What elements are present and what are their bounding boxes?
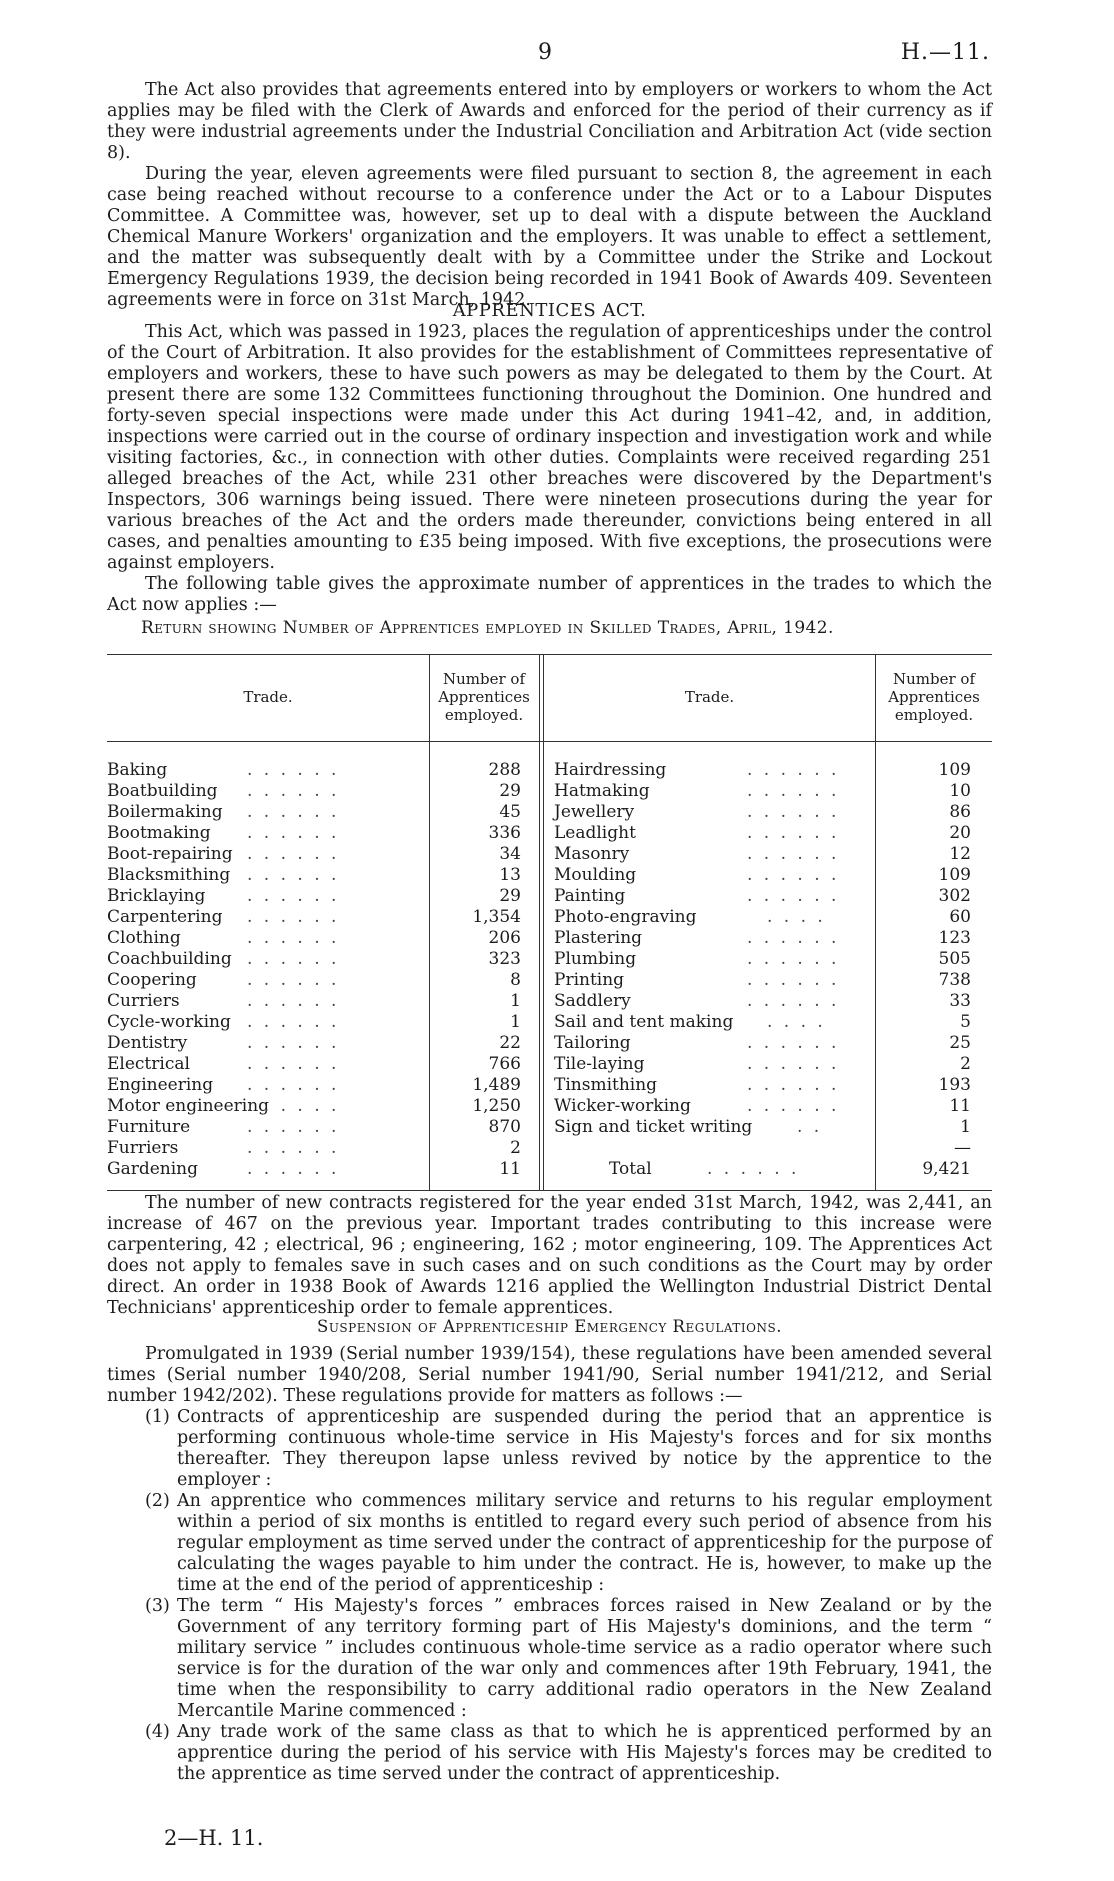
list-item <box>107 1491 992 1596</box>
trade-name: Furniture <box>107 1117 191 1137</box>
apprentice-count: 1,250 <box>472 1096 521 1116</box>
apprentice-count: 11 <box>499 1159 521 1179</box>
trade-name: Carpentering <box>107 907 223 927</box>
apprentice-count: 1,489 <box>472 1075 521 1095</box>
table-row <box>107 949 992 970</box>
leader-dots: . . . . . . <box>747 991 840 1011</box>
apprentice-count: 336 <box>488 823 521 843</box>
list-item <box>107 1596 992 1722</box>
item-label: (2) <box>145 1491 170 1511</box>
apprentice-count: 11 <box>949 1096 971 1116</box>
apprentice-count: 109 <box>938 760 971 780</box>
leader-dots: . . . . . . <box>747 823 840 843</box>
table-row <box>107 1096 992 1117</box>
table-row <box>107 1159 992 1180</box>
trade-name: Hairdressing <box>554 760 667 780</box>
trade-name: Boilermaking <box>107 802 223 822</box>
trade-name: Jewellery <box>554 802 635 822</box>
trade-name: Printing <box>554 970 625 990</box>
apprentice-count: 1 <box>960 1117 971 1137</box>
trade-name: Clothing <box>107 928 181 948</box>
table-title: Return showing Number of Apprentices employed in Skilled Trades, April, 1942. <box>141 618 834 638</box>
trade-name: Tailoring <box>554 1033 631 1053</box>
trade-name: Coachbuilding <box>107 949 232 969</box>
table-row <box>107 802 992 823</box>
leader-dots: . . . . . . <box>747 970 840 990</box>
leader-dots: . . . . . . <box>707 1159 800 1179</box>
apprentice-count: 10 <box>949 781 971 801</box>
apprentice-count: 33 <box>949 991 971 1011</box>
trade-name: Baking <box>107 760 168 780</box>
apprentice-count: 34 <box>499 844 521 864</box>
leader-dots: . . . . . . <box>247 781 340 801</box>
leader-dots: . . . . . . <box>747 865 840 885</box>
item-text: An apprentice who commences military service and returns to his regular employment within a period of six months is entitled to regard every such period of absence from his regular employment as time served under the contract of apprenticeship for the purpose of calculating the wages payable to him under the contract. He is, however, to make up the time at the end of the period of apprenticeship : <box>177 1491 992 1595</box>
trade-name: Sail and tent making <box>554 1012 734 1032</box>
apprentice-count: 60 <box>949 907 971 927</box>
intro-section <box>107 80 992 311</box>
column-header-number: Number of Apprentices employed. <box>888 670 980 724</box>
column-header-trade: Trade. <box>684 688 735 706</box>
apprentice-count: 109 <box>938 865 971 885</box>
table-bottom-rule <box>107 1190 992 1191</box>
leader-dots: . . . . . . <box>247 928 340 948</box>
apprentice-count: 193 <box>938 1075 971 1095</box>
table-row <box>107 823 992 844</box>
apprentice-count: 8 <box>510 970 521 990</box>
leader-dots: . . . . . . <box>247 844 340 864</box>
apprentice-count: 288 <box>488 760 521 780</box>
apprentices-table <box>107 654 992 1191</box>
regulation-list <box>107 1407 992 1785</box>
leader-dots: . . . . <box>767 1012 826 1032</box>
leader-dots: . . . . . . <box>747 928 840 948</box>
leader-dots: . . . . . . <box>247 1033 340 1053</box>
trade-name: Bootmaking <box>107 823 211 843</box>
trade-name: Electrical <box>107 1054 190 1074</box>
table-row <box>107 928 992 949</box>
table-row <box>107 844 992 865</box>
item-label: (4) <box>145 1722 170 1742</box>
footer-signature: 2—H. 11. <box>164 1826 264 1850</box>
table-row <box>107 1138 992 1159</box>
apprentices-act-section <box>107 300 992 616</box>
table-row <box>107 1117 992 1138</box>
leader-dots: . . . . . . <box>747 886 840 906</box>
leader-dots: . . . . . . <box>747 1033 840 1053</box>
leader-dots: . . <box>797 1117 823 1137</box>
column-header-trade: Trade. <box>243 688 293 706</box>
apprentice-count: 13 <box>499 865 521 885</box>
trade-name: Boot-repairing <box>107 844 233 864</box>
leader-dots: . . . . . . <box>247 1159 340 1179</box>
leader-dots: . . . . . . <box>747 1054 840 1074</box>
leader-dots: . . . . . . <box>747 1096 840 1116</box>
leader-dots: . . . . . . <box>247 802 340 822</box>
table-row <box>107 760 992 781</box>
leader-dots: . . . . . . <box>247 760 340 780</box>
leader-dots: . . . . . . <box>247 1117 340 1137</box>
trade-name: Sign and ticket writing <box>554 1117 753 1137</box>
apprentice-count: 870 <box>488 1117 521 1137</box>
suspension-section <box>107 1316 992 1785</box>
table-row <box>107 781 992 802</box>
list-item <box>107 1407 992 1491</box>
apprentice-count: 9,421 <box>922 1159 971 1179</box>
trade-name: Photo-engraving <box>554 907 697 927</box>
apprentice-count: 25 <box>949 1033 971 1053</box>
apprentice-count: 45 <box>499 802 521 822</box>
item-label: (3) <box>145 1596 170 1616</box>
item-label: (1) <box>145 1407 170 1427</box>
leader-dots: . . . . . . <box>247 823 340 843</box>
document-code: H.—11. <box>900 40 990 65</box>
item-text: The term “ His Majesty's forces ” embraces forces raised in New Zealand or by the Government of any territory forming part of His Majesty's dominions, and the term “ military service ” includes continuous whole-time service as a radio operator where such service is for the duration of the war only and commences after 19th February, 1941, the time when the responsibility to carry additional radio operators in the New Zealand Mercantile Marine commenced : <box>177 1596 992 1721</box>
post-table-section <box>107 1193 992 1319</box>
apprentice-count: 302 <box>938 886 971 906</box>
table-row <box>107 1012 992 1033</box>
trade-name: Hatmaking <box>554 781 650 801</box>
apprentice-count: 12 <box>949 844 971 864</box>
apprentice-count: 1,354 <box>472 907 521 927</box>
apprentice-count: 5 <box>960 1012 971 1032</box>
item-text: Contracts of apprenticeship are suspended during the period that an apprentice is performing continuous whole-time service in His Majesty's forces and for six months thereafter. They thereupon lapse unless revived by notice by the apprentice to the employer : <box>177 1407 992 1490</box>
trade-name: Motor engineering <box>107 1096 270 1116</box>
leader-dots: . . . . . . <box>247 991 340 1011</box>
section-heading: APPRENTICES ACT. <box>452 300 647 321</box>
leader-dots: . . . . . . <box>247 907 340 927</box>
apprentice-count: 206 <box>488 928 521 948</box>
leader-dots: . . . . . . <box>747 949 840 969</box>
leader-dots: . . . . . . <box>247 970 340 990</box>
trade-name: Boatbuilding <box>107 781 218 801</box>
leader-dots: . . . . . . <box>747 844 840 864</box>
section-heading: Suspension of Apprenticeship Emergency Regulations. <box>317 1317 782 1336</box>
apprentice-count: 86 <box>949 802 971 822</box>
trade-name: Plastering <box>554 928 643 948</box>
table-row <box>107 865 992 886</box>
table-row <box>107 1075 992 1096</box>
trade-name: Moulding <box>554 865 637 885</box>
leader-dots: . . . . . . <box>747 760 840 780</box>
apprentice-count: 1 <box>510 1012 521 1032</box>
table-row <box>107 886 992 907</box>
apprentice-count: 766 <box>488 1054 521 1074</box>
trade-name: Masonry <box>554 844 630 864</box>
trade-name: Curriers <box>107 991 180 1011</box>
table-row <box>107 907 992 928</box>
trade-name: Leadlight <box>554 823 636 843</box>
paragraph: During the year, eleven agreements were filed pursuant to section 8, the agreement in each case being reached without recourse to a conference under the Act or to a Labour Disputes Committee. A Committee was, however, set up to deal with a dispute between the Auckland Chemical Manure Workers' organization and the employers. It was unable to effect a settlement, and the matter was subsequently dealt with by a Committee under the Strike and Lockout Emergency Regulations 1939, the decision being recorded in 1941 Book of Awards 409. Seventeen agreements were in force on 31st March, 1942. <box>107 164 992 310</box>
table-header-rule <box>107 741 992 742</box>
apprentice-count: 29 <box>499 781 521 801</box>
leader-dots: . . . . . . <box>247 865 340 885</box>
leader-dots: . . . . . . <box>247 1012 340 1032</box>
trade-name: Coopering <box>107 970 197 990</box>
table-row <box>107 970 992 991</box>
apprentice-count: 738 <box>938 970 971 990</box>
leader-dots: . . . . . . <box>247 886 340 906</box>
leader-dots: . . . . . . <box>247 1138 340 1158</box>
paragraph: The following table gives the approximate number of apprentices in the trades to which the Act now applies :— <box>107 574 992 615</box>
apprentice-count: 1 <box>510 991 521 1011</box>
apprentice-count: 2 <box>510 1138 521 1158</box>
table-row <box>107 1054 992 1075</box>
leader-dots: . . . . . . <box>247 1054 340 1074</box>
apprentice-count: 22 <box>499 1033 521 1053</box>
trade-name: Wicker-working <box>554 1096 691 1116</box>
apprentice-count: 323 <box>488 949 521 969</box>
trade-name: Gardening <box>107 1159 199 1179</box>
table-row <box>107 1033 992 1054</box>
paragraph: The number of new contracts registered for the year ended 31st March, 1942, was 2,441, an increase of 467 on the previous year. Important trades contributing to this increase were carpentering, 42 ; electrical, 96 ; engineering, 162 ; motor engineering, 109. The Apprentices Act does not apply to females save in such cases and on such conditions as the Court may by order direct. An order in 1938 Book of Awards 1216 applied the Wellington Industrial District Dental Technicians' apprenticeship order to female apprentices. <box>107 1193 992 1318</box>
trade-name: Cycle-working <box>107 1012 231 1032</box>
trade-name: Saddlery <box>554 991 631 1011</box>
trade-name: Bricklaying <box>107 886 206 906</box>
leader-dots: . . . . . . <box>747 802 840 822</box>
column-header-number: Number of Apprentices employed. <box>438 670 530 724</box>
paragraph: The Act also provides that agreements entered into by employers or workers to whom the Act applies may be filed with the Clerk of Awards and enforced for the period of their currency as if they were industrial agreements under the Industrial Conciliation and Arbitration Act (vide section 8). <box>107 80 992 163</box>
apprentice-count: — <box>954 1138 971 1158</box>
trade-name: Dentistry <box>107 1033 188 1053</box>
trade-name: Plumbing <box>554 949 637 969</box>
trade-name: Total <box>609 1159 652 1179</box>
leader-dots: . . . . . . <box>747 1075 840 1095</box>
trade-name: Tile-laying <box>554 1054 645 1074</box>
list-item <box>107 1722 992 1785</box>
trade-name: Blacksmithing <box>107 865 231 885</box>
table-row <box>107 991 992 1012</box>
table-top-rule <box>107 654 992 655</box>
leader-dots: . . . . . . <box>247 949 340 969</box>
leader-dots: . . . . . . <box>247 1096 340 1116</box>
page-number: 9 <box>538 40 552 65</box>
trade-name: Painting <box>554 886 626 906</box>
paragraph: This Act, which was passed in 1923, places the regulation of apprenticeships under the control of the Court of Arbitration. It also provides for the establishment of Committees representative of employers and workers, these to have such powers as may be delegated to them by the Court. At present there are some 132 Committees functioning throughout the Dominion. One hundred and forty-seven special inspections were made under this Act during 1941–42, and, in addition, inspections were carried out in the course of ordinary inspection and investigation work and while visiting factories, &c., in connection with other duties. Complaints were received regarding 251 alleged breaches of the Act, while 231 other breaches were discovered by the Department's Inspectors, 306 warnings being issued. There were nineteen prosecutions during the year for various breaches of the Act and the orders made thereunder, convictions being entered in all cases, and penalties amounting to £35 being imposed. With five exceptions, the prosecutions were against employers. <box>107 322 992 573</box>
leader-dots: . . . . <box>767 907 826 927</box>
leader-dots: . . . . . . <box>747 781 840 801</box>
paragraph: Promulgated in 1939 (Serial number 1939/154), these regulations have been amended several times (Serial number 1940/208, Serial number 1941/90, Serial number 1941/212, and Serial number 1942/202). These regulations provide for matters as follows :— <box>107 1344 992 1406</box>
apprentice-count: 20 <box>949 823 971 843</box>
apprentice-count: 505 <box>938 949 971 969</box>
apprentice-count: 123 <box>938 928 971 948</box>
item-text: Any trade work of the same class as that to which he is apprenticed performed by an apprentice during the period of his service with His Majesty's forces may be credited to the apprentice as time served under the contract of apprenticeship. <box>177 1722 992 1784</box>
apprentice-count: 29 <box>499 886 521 906</box>
leader-dots: . . . . . . <box>247 1075 340 1095</box>
trade-name: Tinsmithing <box>554 1075 658 1095</box>
trade-name: Furriers <box>107 1138 179 1158</box>
apprentice-count: 2 <box>960 1054 971 1074</box>
trade-name: Engineering <box>107 1075 214 1095</box>
